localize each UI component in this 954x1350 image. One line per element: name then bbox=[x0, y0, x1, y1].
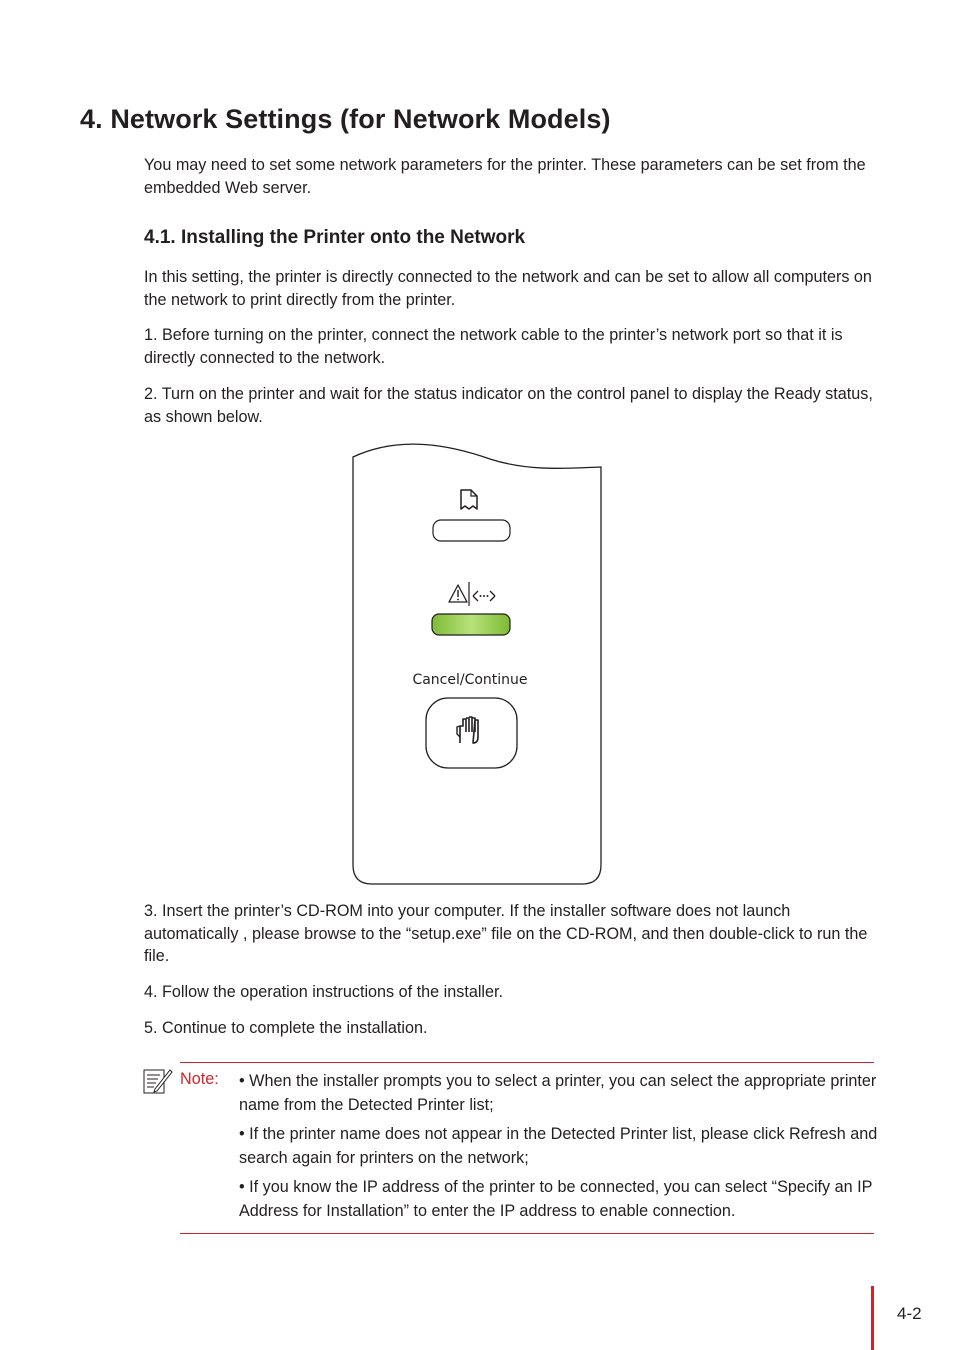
section-title: 4.1. Installing the Printer onto the Network bbox=[144, 227, 526, 248]
note-item-1: • When the installer prompts you to select a printer, you can select the appropriate printer name from the Detected Printer list; bbox=[239, 1072, 877, 1114]
page-number: 4-2 bbox=[897, 1304, 922, 1323]
cancel-continue-button bbox=[426, 698, 517, 768]
step-1: 1. Before turning on the printer, connect the network cable to the printer’s network port so that it is directly connected to the network. bbox=[144, 326, 843, 367]
paper-led bbox=[433, 520, 510, 541]
note-item-2: • If the printer name does not appear in the Detected Printer list, please click Refresh and search again for printers on the network; bbox=[239, 1125, 878, 1167]
cancel-continue-label: Cancel/Continue bbox=[412, 672, 528, 688]
status-led-ready bbox=[432, 614, 510, 635]
note-bottom-rule bbox=[180, 1233, 874, 1234]
step-3: 3. Insert the printer’s CD-ROM into your computer. If the installer software does not launch automatically , please browse to the “setup.exe” file on the CD-ROM, and then double-click to run the file. bbox=[144, 902, 868, 965]
intro-paragraph: You may need to set some network parameters for the printer. These parameters can be set from the embedded Web server. bbox=[144, 156, 866, 197]
note-label: Note: bbox=[180, 1070, 219, 1088]
panel-outline bbox=[353, 444, 601, 884]
step-2: 2. Turn on the printer and wait for the status indicator on the control panel to display the Ready status, as shown below. bbox=[144, 385, 873, 426]
page-title: 4. Network Settings (for Network Models) bbox=[80, 104, 611, 134]
control-panel-illustration bbox=[340, 440, 615, 895]
note-icon bbox=[143, 1067, 173, 1095]
step-4: 4. Follow the operation instructions of the installer. bbox=[144, 983, 504, 1001]
note-top-rule bbox=[180, 1062, 874, 1063]
step-5: 5. Continue to complete the installation. bbox=[144, 1019, 428, 1037]
section-paragraph: In this setting, the printer is directly connected to the network and can be set to allow all computers on the network to print directly from the printer. bbox=[144, 268, 872, 309]
page-marker-bar bbox=[871, 1286, 874, 1350]
note-item-3: • If you know the IP address of the printer to be connected, you can select “Specify an IP Address for Installation” to enter the IP address to enable connection. bbox=[239, 1178, 873, 1220]
